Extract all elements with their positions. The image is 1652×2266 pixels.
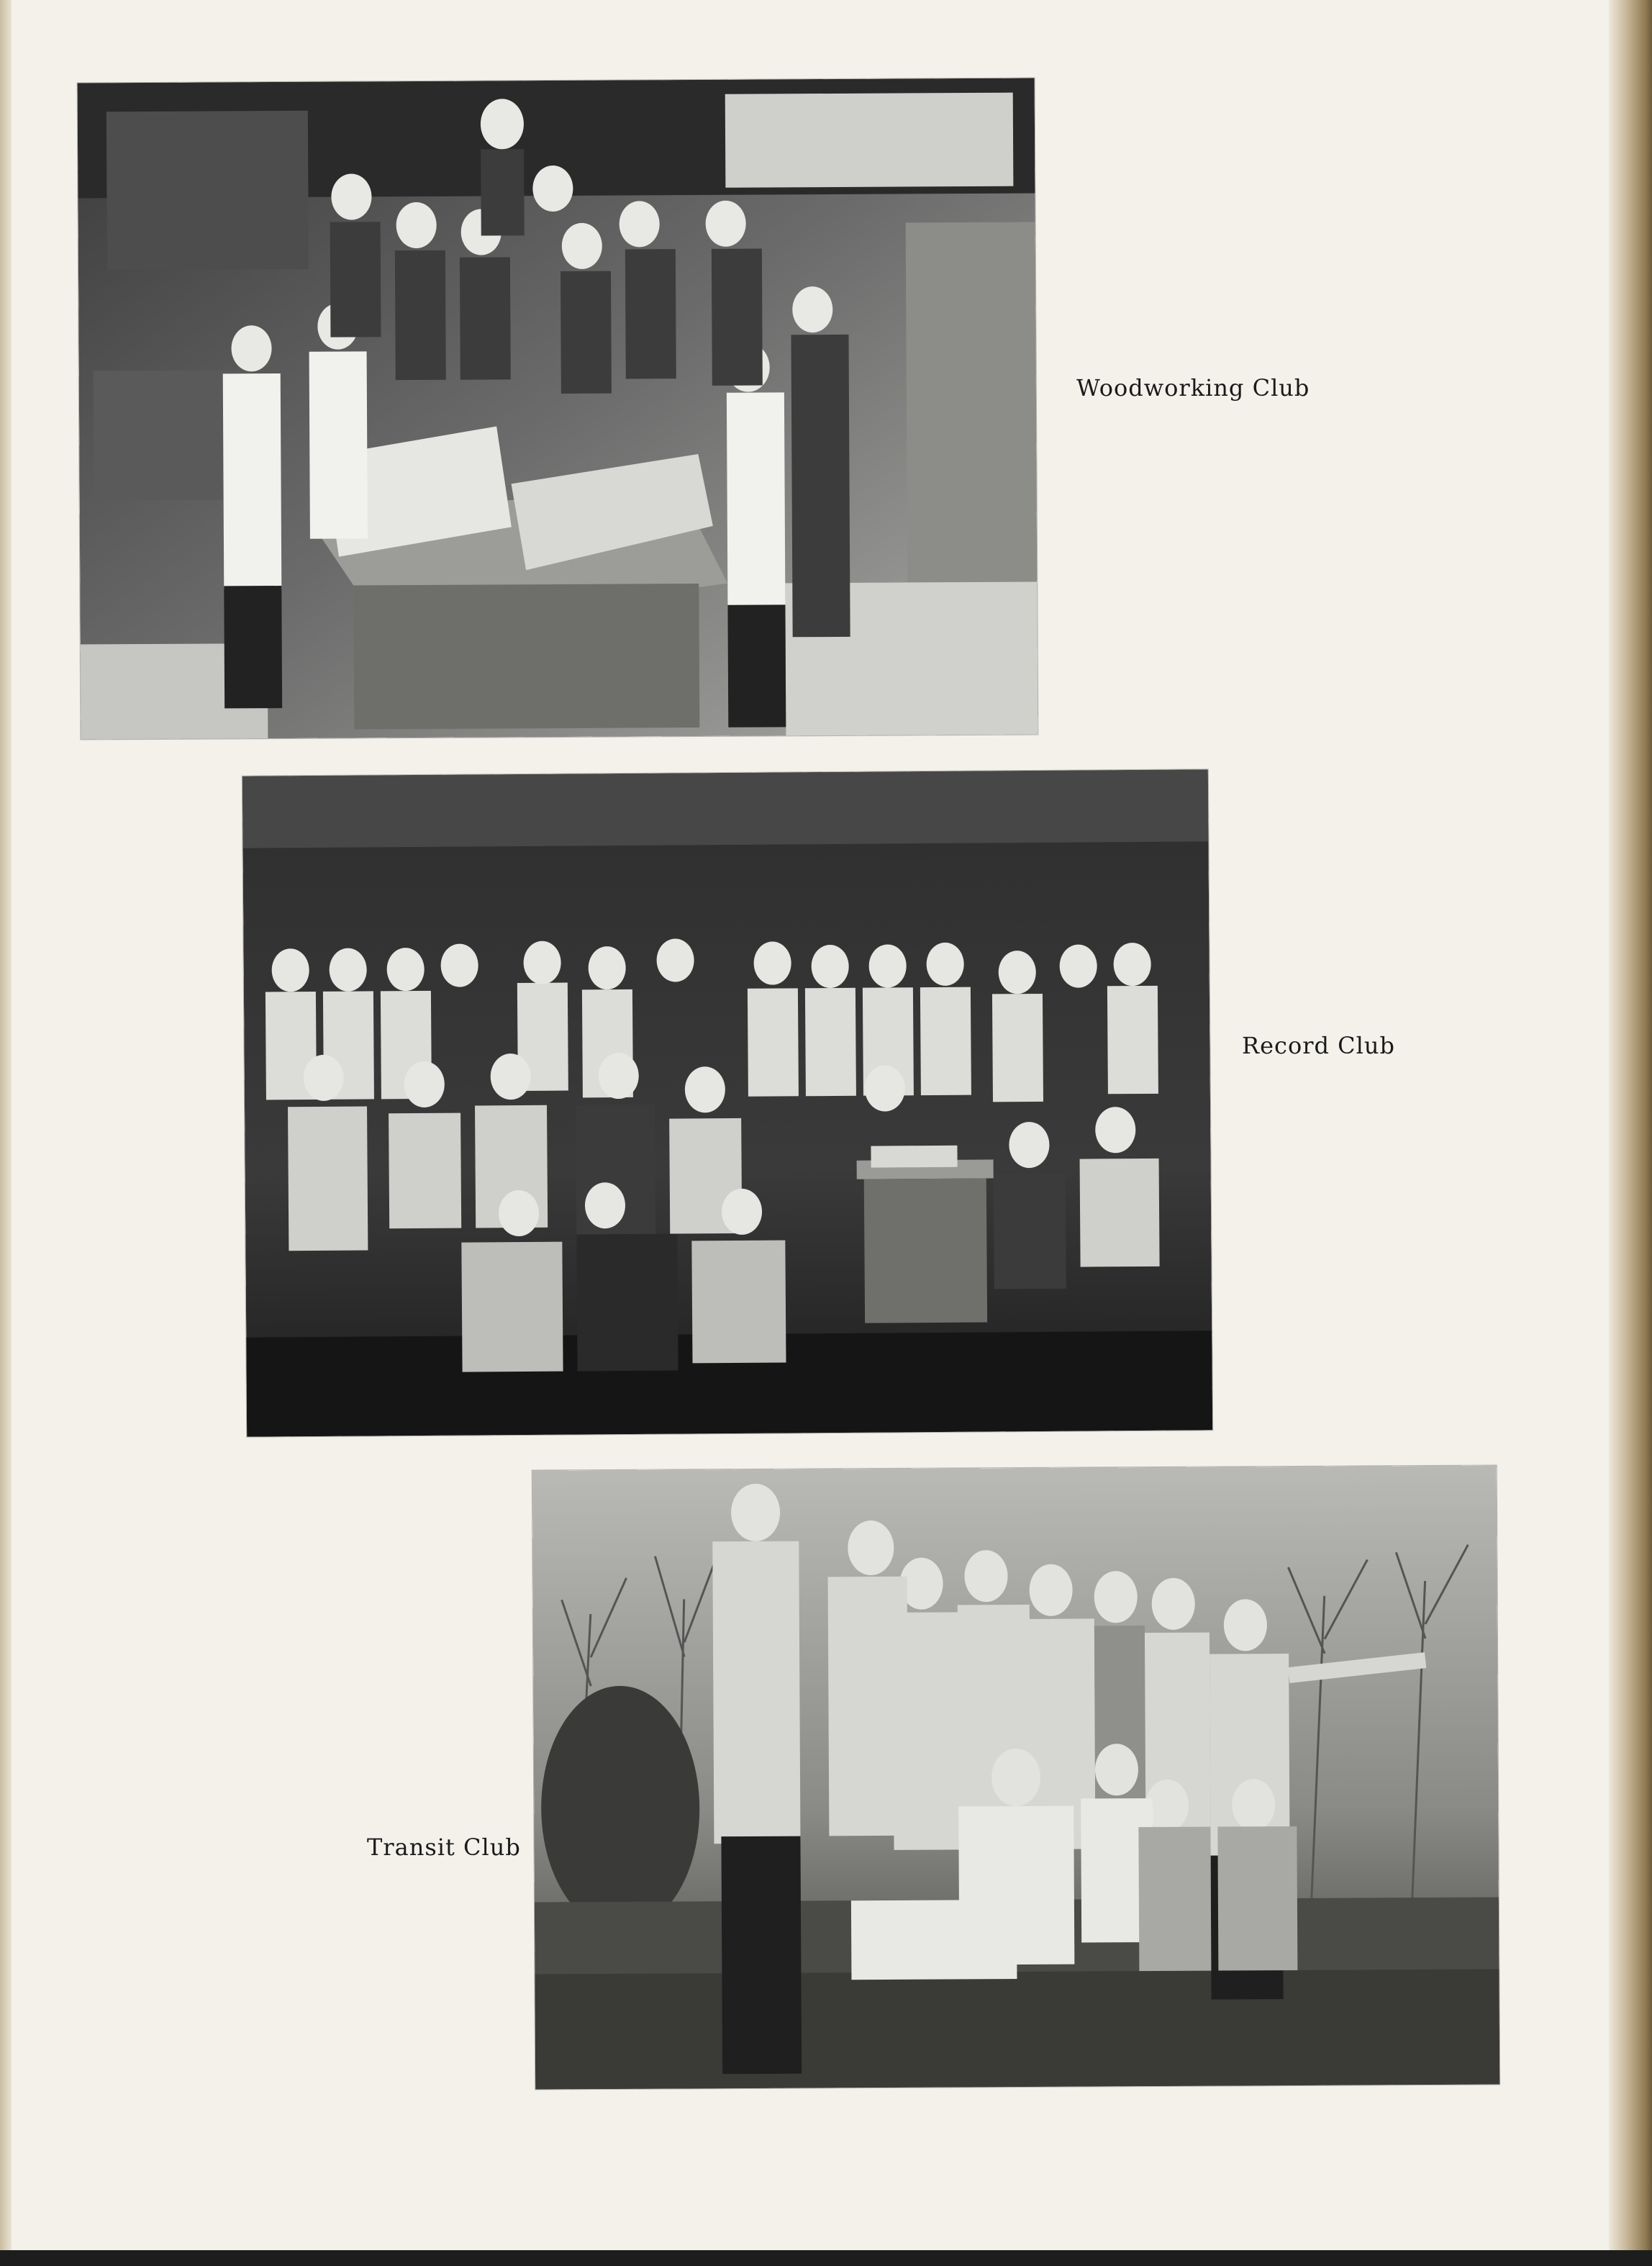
woodworking-club-caption: Woodworking Club (1076, 374, 1310, 402)
record-club-photo (242, 769, 1212, 1436)
page-binding-right (1609, 0, 1652, 2266)
page-bottom-edge (0, 2250, 1652, 2266)
transit-club-photo (532, 1465, 1499, 2089)
woodworking-club-photo (78, 78, 1038, 740)
record-club-caption: Record Club (1242, 1032, 1395, 1059)
transit-club-caption: Transit Club (367, 1834, 521, 1861)
page-binding-left (0, 0, 12, 2266)
